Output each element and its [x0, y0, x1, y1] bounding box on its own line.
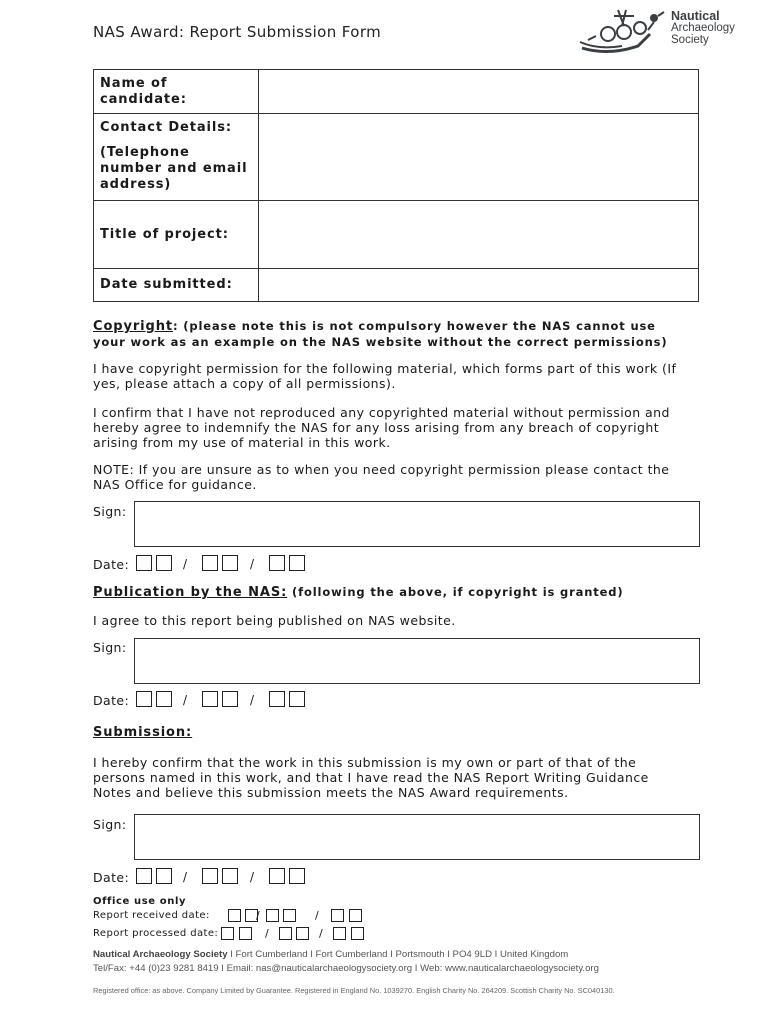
- date-day-digit-1[interactable]: [136, 691, 152, 707]
- publication-sign-box[interactable]: [134, 638, 700, 684]
- date-separator: /: [250, 870, 255, 884]
- contact-label-cell: [94, 114, 259, 201]
- received-day-digit-1[interactable]: [228, 909, 241, 922]
- processed-month-digit-2[interactable]: [296, 927, 309, 940]
- processed-year-digit-1[interactable]: [333, 927, 346, 940]
- report-received-label: Report received date:: [93, 910, 210, 921]
- name-label: Name of candidate:: [94, 70, 259, 114]
- date-separator: /: [183, 557, 188, 571]
- report-received-row: [93, 909, 393, 923]
- logo-line-3: Society: [671, 34, 709, 46]
- copyright-para-3: NOTE: If you are unsure as to when you need copyright permission please contact the NAS Office for guidance.: [93, 462, 670, 492]
- contact-sub-label: (Telephone number and email address): [100, 145, 248, 192]
- date-month-digit-2[interactable]: [222, 691, 238, 707]
- publication-note: (following the above, if copyright is granted): [287, 585, 624, 599]
- candidate-info-table: [93, 69, 699, 302]
- logo-wordmark: [671, 10, 735, 46]
- footer-registered: Registered office: as above. Company Limited by Guarantee. Registered in England No. 1039270. English Charity No. 264209. Scottish Charity No. SC040130.: [93, 986, 615, 995]
- date-submitted-field[interactable]: [259, 269, 699, 302]
- footer-address-text: I Fort Cumberland I Fort Cumberland I Portsmouth I PO4 9LD I United Kingdom: [227, 949, 569, 960]
- processed-month-digit-1[interactable]: [279, 927, 292, 940]
- copyright-sign-label: Sign:: [93, 504, 127, 519]
- date-month-digit-2[interactable]: [222, 868, 238, 884]
- name-field[interactable]: [259, 70, 699, 114]
- publication-para: I agree to this report being published on NAS website.: [93, 613, 456, 628]
- processed-day-digit-1[interactable]: [221, 927, 234, 940]
- date-separator: /: [183, 870, 188, 884]
- copyright-note: (please note this is not compulsory however the NAS cannot use your work as an example on the NAS website without the correct permissions): [93, 319, 668, 349]
- date-separator: /: [250, 693, 255, 707]
- date-month-digit-1[interactable]: [202, 555, 218, 571]
- copyright-heading-colon: :: [173, 319, 179, 333]
- nas-logo-icon: [578, 6, 668, 56]
- submission-sign-box[interactable]: [134, 814, 700, 860]
- contact-label: Contact Details:: [100, 120, 233, 135]
- date-year-digit-2[interactable]: [289, 555, 305, 571]
- received-year-digit-2[interactable]: [349, 909, 362, 922]
- publication-heading: Publication by the NAS:: [93, 585, 288, 600]
- date-submitted-label: Date submitted:: [94, 269, 259, 302]
- copyright-para-2: I confirm that I have not reproduced any copyrighted material without permission and hereby agree to indemnify the NAS for any loss arising from any breach of copyright arising from my use of material in this work.: [93, 405, 670, 450]
- date-day-digit-1[interactable]: [136, 555, 152, 571]
- date-year-digit-1[interactable]: [269, 555, 285, 571]
- logo-line-2: Archaeology: [671, 22, 735, 34]
- date-separator: /: [319, 927, 324, 940]
- copyright-heading: Copyright: [93, 319, 173, 334]
- date-year-digit-2[interactable]: [289, 868, 305, 884]
- date-month-digit-1[interactable]: [202, 691, 218, 707]
- submission-heading: Submission:: [93, 725, 193, 740]
- publication-date-label: Date:: [93, 693, 130, 708]
- submission-sign-label: Sign:: [93, 817, 127, 832]
- date-day-digit-2[interactable]: [156, 868, 172, 884]
- publication-sign-label: Sign:: [93, 640, 127, 655]
- contact-field[interactable]: [259, 114, 699, 201]
- logo-line-1: Nautical: [671, 9, 720, 23]
- date-year-digit-1[interactable]: [269, 691, 285, 707]
- title-label: Title of project:: [94, 201, 259, 269]
- date-separator: /: [250, 557, 255, 571]
- report-processed-label: Report processed date:: [93, 928, 219, 939]
- footer-org-name: Nautical Archaeology Society: [93, 949, 228, 960]
- date-separator: /: [315, 909, 320, 922]
- report-processed-row: [93, 927, 393, 941]
- date-separator: /: [183, 693, 188, 707]
- submission-para: I hereby confirm that the work in this submission is my own or part of that of the persons named in this work, and that I have read the NAS Report Writing Guidance Notes and believe this submission meets the NAS Award requirements.: [93, 755, 649, 800]
- copyright-sign-box[interactable]: [134, 501, 700, 547]
- date-separator: /: [265, 927, 270, 940]
- date-month-digit-2[interactable]: [222, 555, 238, 571]
- processed-day-digit-2[interactable]: [239, 927, 252, 940]
- date-day-digit-1[interactable]: [136, 868, 152, 884]
- received-month-digit-2[interactable]: [283, 909, 296, 922]
- date-year-digit-1[interactable]: [269, 868, 285, 884]
- office-use-title: Office use only: [93, 896, 187, 907]
- received-month-digit-1[interactable]: [266, 909, 279, 922]
- processed-year-digit-2[interactable]: [351, 927, 364, 940]
- copyright-para-1: I have copyright permission for the following material, which forms part of this work (If yes, please attach a copy of all permissions).: [93, 361, 677, 391]
- page-title: NAS Award: Report Submission Form: [93, 23, 382, 41]
- copyright-heading-block: [93, 318, 693, 350]
- nas-logo: [578, 6, 748, 56]
- date-day-digit-2[interactable]: [156, 691, 172, 707]
- date-separator: /: [256, 909, 261, 922]
- footer-address: [93, 949, 568, 960]
- submission-heading-block: [93, 724, 713, 740]
- publication-heading-block: [93, 584, 713, 600]
- date-day-digit-2[interactable]: [156, 555, 172, 571]
- date-month-digit-1[interactable]: [202, 868, 218, 884]
- copyright-date-label: Date:: [93, 557, 130, 572]
- title-field[interactable]: [259, 201, 699, 269]
- received-year-digit-1[interactable]: [331, 909, 344, 922]
- submission-date-label: Date:: [93, 870, 130, 885]
- date-year-digit-2[interactable]: [289, 691, 305, 707]
- footer-contact: Tel/Fax: +44 (0)23 9281 8419 I Email: nas@nauticalarchaeologysociety.org I Web: www.nauticalarchaeologysociety.org: [93, 963, 599, 974]
